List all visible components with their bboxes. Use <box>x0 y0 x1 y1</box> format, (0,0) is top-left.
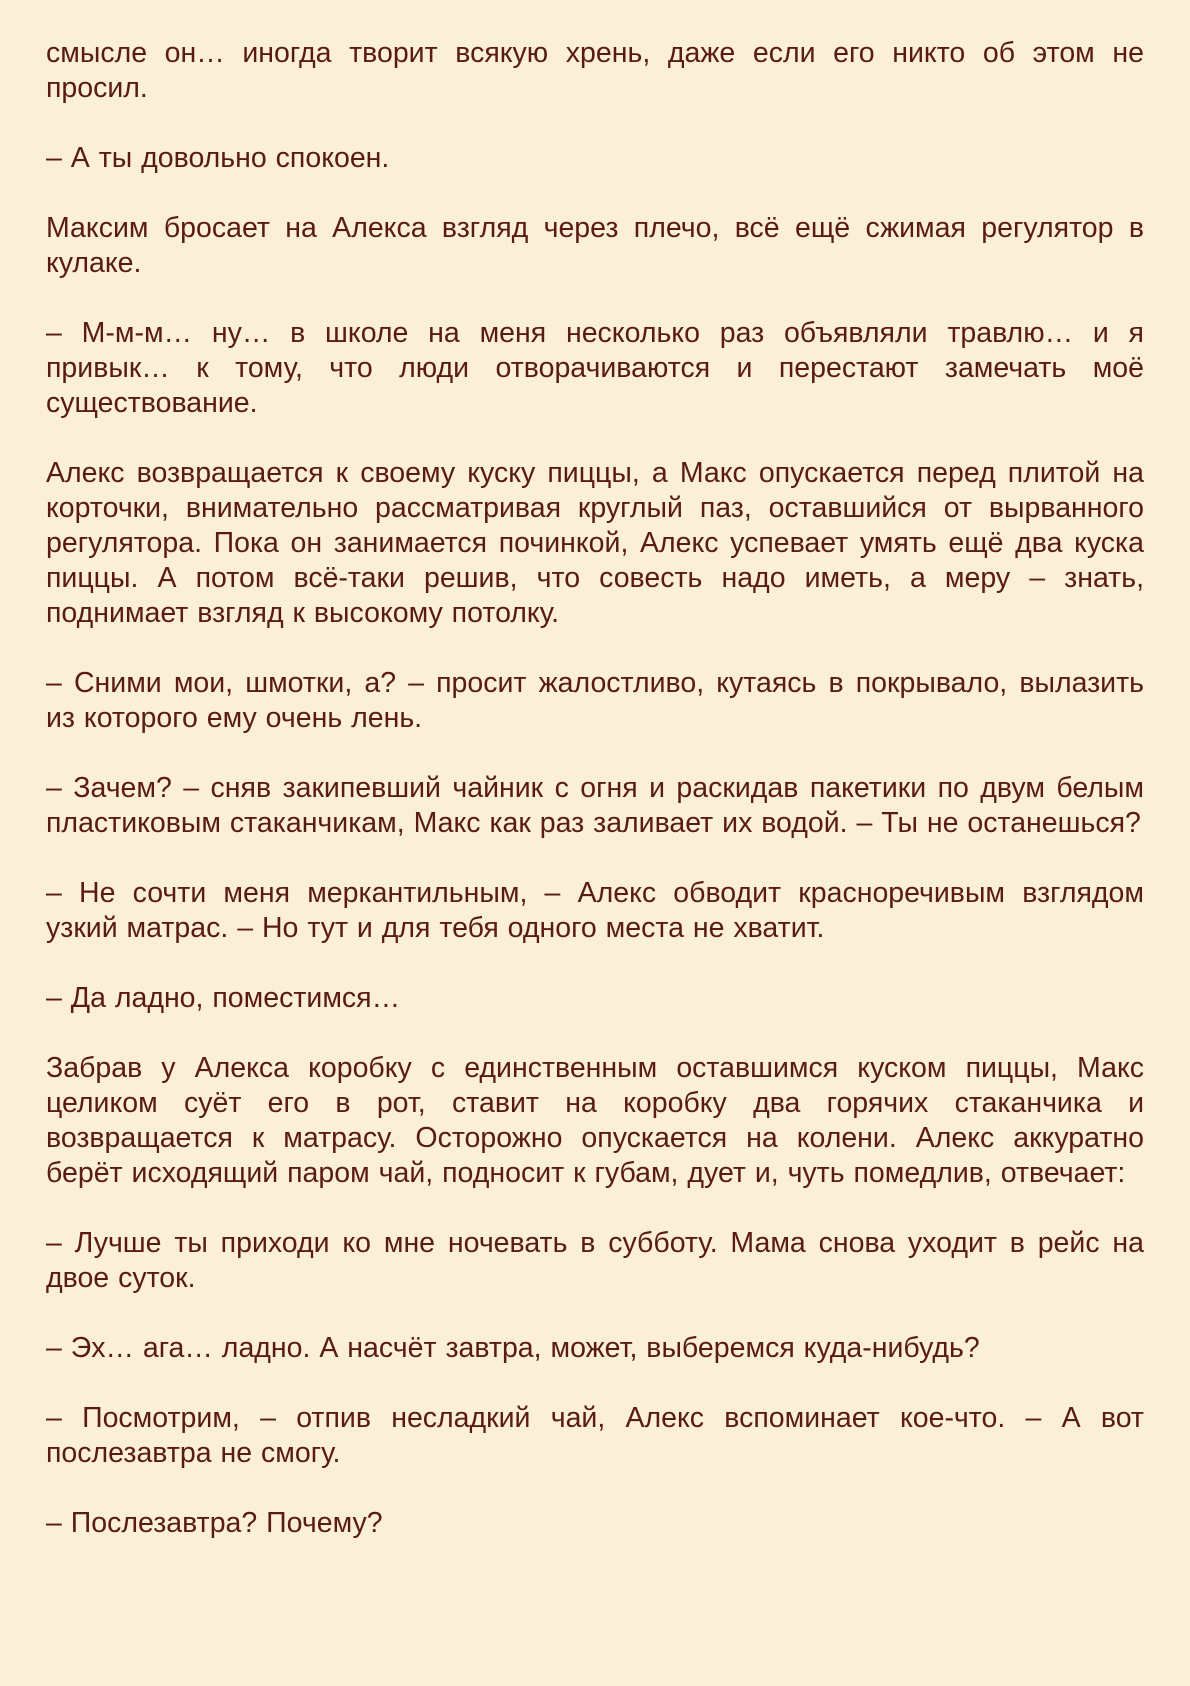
paragraph: – Сними мои, шмотки, а? – просит жалостливо, кутаясь в покрывало, вылазить из которого ему очень лень. <box>46 667 1144 734</box>
paragraph: – Послезавтра? Почему? <box>46 1507 383 1539</box>
paragraph: – А ты довольно спокоен. <box>46 142 390 174</box>
paragraph: Забрав у Алекса коробку с единственным оставшимся куском пиццы, Макс целиком суёт его в рот, ставит на коробку два горячих стаканчика и возвращается к матрасу. Осторожно опускается на колени. Алекс аккуратно берёт исходящий паром чай, подносит к губам, дует и, чуть помедлив, отвечает: <box>46 1052 1144 1189</box>
paragraph: – Не сочти меня меркантильным, – Алекс обводит красноречивым взглядом узкий матрас. – Но тут и для тебя одного места не хватит. <box>46 877 1144 944</box>
paragraph: – Лучше ты приходи ко мне ночевать в субботу. Мама снова уходит в рейс на двое суток. <box>46 1227 1144 1294</box>
paragraph: – Посмотрим, – отпив несладкий чай, Алекс вспоминает кое-что. – А вот послезавтра не смогу. <box>46 1402 1144 1469</box>
paragraph: – Зачем? – сняв закипевший чайник с огня и раскидав пакетики по двум белым пластиковым стаканчикам, Макс как раз заливает их водой. – Ты не останешься? <box>46 772 1144 839</box>
paragraph: Максим бросает на Алекса взгляд через плечо, всё ещё сжимая регулятор в кулаке. <box>46 212 1144 279</box>
paragraph: смысле он… иногда творит всякую хрень, даже если его никто об этом не просил. <box>46 37 1144 104</box>
paragraph: – Эх… ага… ладно. А насчёт завтра, может, выберемся куда-нибудь? <box>46 1332 980 1364</box>
paragraph: Алекс возвращается к своему куску пиццы, а Макс опускается перед плитой на корточки, внимательно рассматривая круглый паз, оставшийся от вырванного регулятора. Пока он занимается починкой, Алекс успевает умять ещё два куска пиццы. А потом всё-таки решив, что совесть надо иметь, а меру – знать, поднимает взгляд к высокому потолку. <box>46 457 1144 629</box>
paragraph: – Да ладно, поместимся… <box>46 982 401 1014</box>
paragraph: – М-м-м… ну… в школе на меня несколько раз объявляли травлю… и я привык… к тому, что люди отворачиваются и перестают замечать моё существование. <box>46 317 1144 419</box>
